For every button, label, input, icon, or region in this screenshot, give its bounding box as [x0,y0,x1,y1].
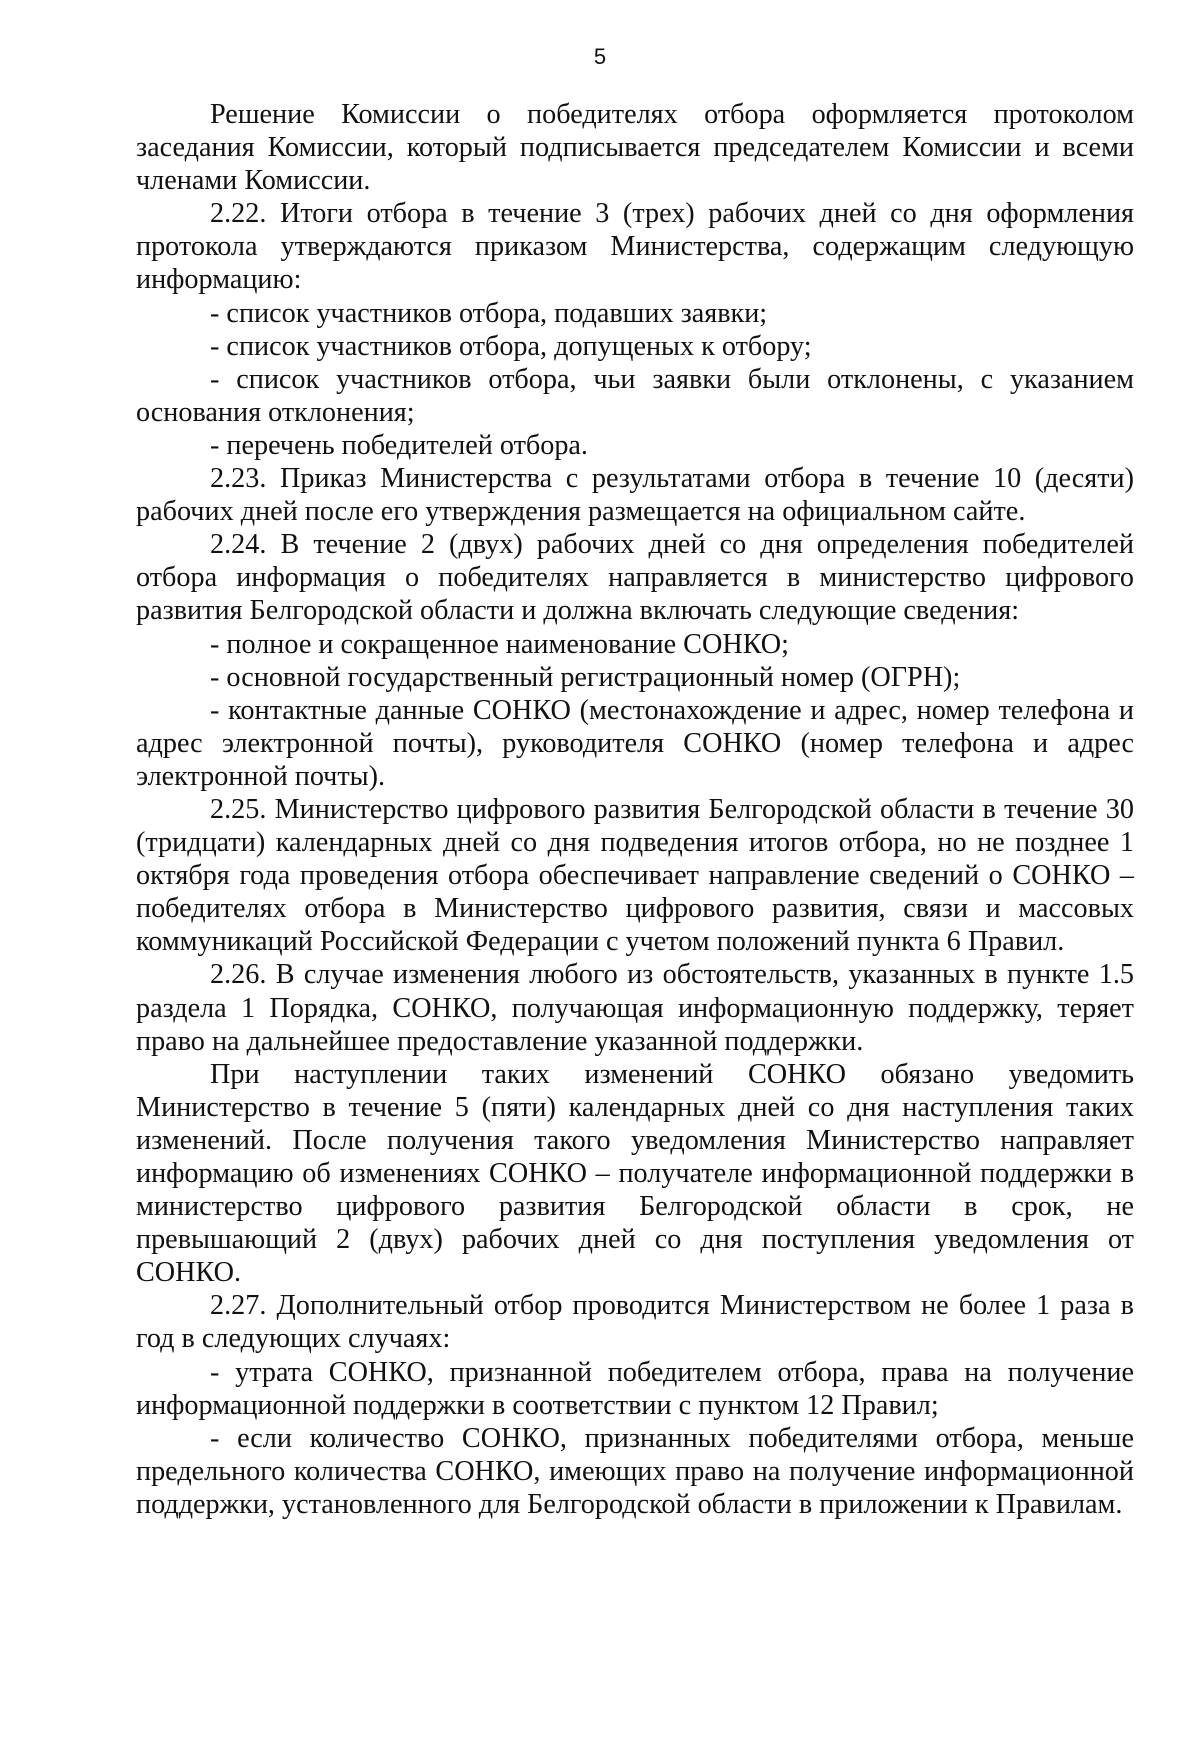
list-item-loss-of-rights: - утрата СОНКО, признанной победителем отбора, права на получение информационной поддержки в соответствии с пунктом 12 Правил; [136,1356,1134,1421]
paragraph-notification: При наступлении таких изменений СОНКО обязано уведомить Министерство в течение 5 (пяти) календарных дней со дня наступления таких изменений. После получения такого уведомления Министерство направляет информацию об изменениях СОНКО – получателе информационной поддержки в министерство цифрового развития Белгородской области в срок, не превышающий 2 (двух) рабочих дней со дня поступления уведомления от СОНКО. [136,1058,1134,1289]
page-number: 5 [593,44,607,69]
paragraph-2-26: 2.26. В случае изменения любого из обстоятельств, указанных в пункте 1.5 раздела 1 Порядка, СОНКО, получающая информационную поддержку, теряет право на дальнейшее предоставление указанной поддержки. [136,959,1134,1057]
list-item-full-name: - полное и сокращенное наименование СОНКО; [210,628,789,660]
paragraph-2-25: 2.25. Министерство цифрового развития Белгородской области в течение 30 (тридцати) календарных дней со дня подведения итогов отбора, но не позднее 1 октября года проведения отбора обеспечивает направление сведений о СОНКО – победителях отбора в Министерство цифрового развития, связи и массовых коммуникаций Российской Федерации с учетом положений пункта 6 Правил. [136,793,1134,958]
paragraph-2-23: 2.23. Приказ Министерства с результатами отбора в течение 10 (десяти) рабочих дней после его утверждения размещается на официальном сайте. [136,463,1134,528]
list-item-quantity-below-limit: - если количество СОНКО, признанных победителями отбора, меньше предельного количества СОНКО, имеющих право на получение информационной поддержки, установленного для Белгородской области в приложении к Правилам. [136,1422,1134,1520]
list-item-ogrn: - основной государственный регистрационный номер (ОГРН); [210,661,961,693]
list-item-rejected: - список участников отбора, чьи заявки были отклонены, с указанием основания отклонения; [136,363,1134,428]
list-item-admitted: - список участников отбора, допущеных к отбору; [210,330,812,362]
paragraph-2-22: 2.22. Итоги отбора в течение 3 (трех) рабочих дней со дня оформления протокола утверждаются приказом Министерства, содержащим следующую информацию: [136,198,1134,296]
paragraph-2-27: 2.27. Дополнительный отбор проводится Министерством не более 1 раза в год в следующих случаях: [136,1290,1134,1355]
list-item-applicants: - список участников отбора, подавших заявки; [210,297,768,329]
list-item-winners: - перечень победителей отбора. [210,429,588,461]
paragraph-2-24: 2.24. В течение 2 (двух) рабочих дней со дня определения победителей отбора информация о победителях направляется в министерство цифрового развития Белгородской области и должна включать следующие сведения: [136,529,1134,627]
list-item-contacts: - контактные данные СОНКО (местонахождение и адрес, номер телефона и адрес электронной почты), руководителя СОНКО (номер телефона и адрес электронной почты). [136,694,1134,792]
paragraph-decision-protocol: Решение Комиссии о победителях отбора оформляется протоколом заседания Комиссии, который подписывается председателем Комиссии и всеми членами Комиссии. [136,99,1134,197]
document-body [136,98,1134,1521]
